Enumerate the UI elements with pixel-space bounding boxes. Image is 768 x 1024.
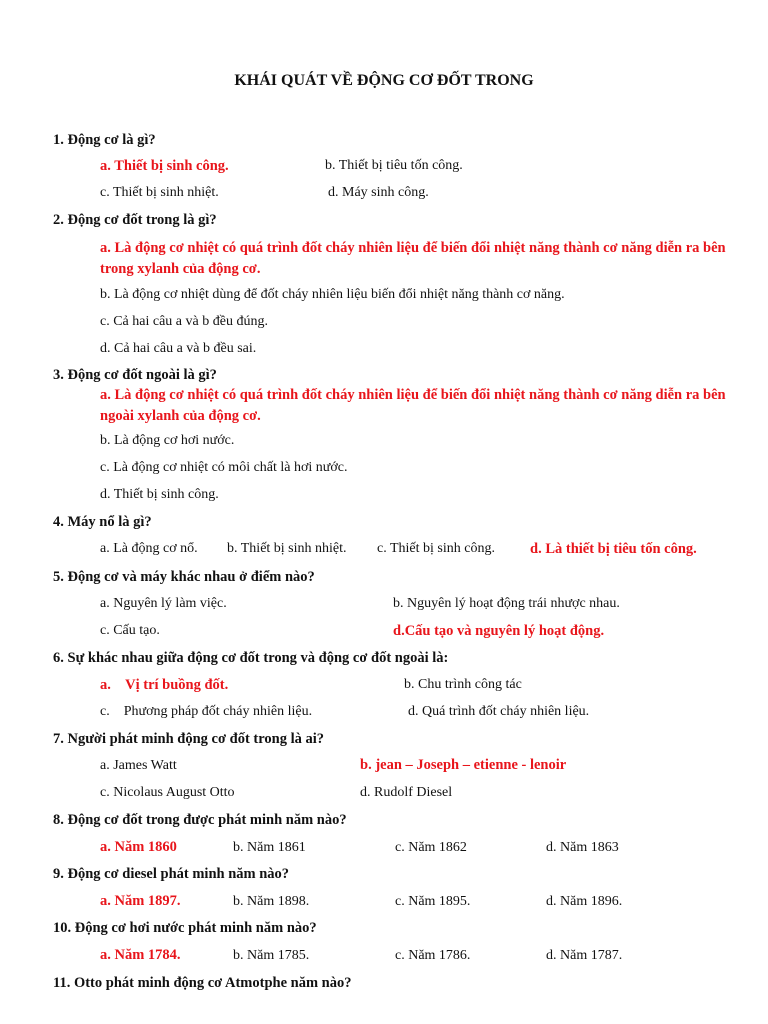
q1-option-a-correct: a. Thiết bị sinh công.	[100, 158, 229, 174]
q9-option-b: b. Năm 1898.	[233, 894, 310, 909]
q6-option-d: d. Quá trình đốt cháy nhiên liệu.	[408, 704, 590, 719]
q9-option-d: d. Năm 1896.	[546, 894, 623, 909]
q2-option-a-correct: a. Là động cơ nhiệt có quá trình đốt cháy nhiên liệu để biến đổi nhiệt năng thành cơ năng diễn ra bên trong xylanh của động cơ.	[100, 240, 726, 277]
q8-option-c: c. Năm 1862	[395, 840, 467, 855]
q10-option-a-correct: a. Năm 1784.	[100, 947, 181, 963]
q4-option-c: c. Thiết bị sinh công.	[377, 541, 495, 556]
question-7: 7. Người phát minh động cơ đốt trong là ai?	[53, 731, 325, 747]
q4-option-d-correct: d. Là thiết bị tiêu tốn công.	[530, 541, 697, 557]
q7-option-b-correct: b. jean – Joseph – etienne - lenoir	[360, 757, 567, 773]
question-9: 9. Động cơ diesel phát minh năm nào?	[53, 866, 290, 882]
q7-option-d: d. Rudolf Diesel	[360, 785, 453, 800]
q4-option-b: b. Thiết bị sinh nhiệt.	[227, 541, 347, 556]
q5-option-b: b. Nguyên lý hoạt động trái nhược nhau.	[393, 596, 620, 611]
q5-option-a: a. Nguyên lý làm việc.	[100, 596, 227, 611]
q6-option-a-correct: a. Vị trí buồng đốt.	[100, 677, 229, 693]
question-1: 1. Động cơ là gì?	[53, 132, 156, 148]
question-5: 5. Động cơ và máy khác nhau ở điểm nào?	[53, 569, 315, 585]
question-11: 11. Otto phát minh động cơ Atmotphe năm nào?	[53, 975, 352, 991]
q10-option-b: b. Năm 1785.	[233, 948, 310, 963]
page-title: KHÁI QUÁT VỀ ĐỘNG CƠ ĐỐT TRONG	[234, 72, 534, 89]
question-3: 3. Động cơ đốt ngoài là gì?	[53, 367, 217, 383]
q6-option-b: b. Chu trình công tác	[404, 677, 522, 692]
question-2: 2. Động cơ đốt trong là gì?	[53, 212, 217, 228]
q1-option-b: b. Thiết bị tiêu tốn công.	[325, 158, 463, 173]
q5-option-c: c. Cấu tạo.	[100, 623, 160, 638]
q3-option-d: d. Thiết bị sinh công.	[100, 487, 219, 502]
q2-option-b: b. Là động cơ nhiệt dùng để đốt cháy nhiên liệu biến đổi nhiệt năng thành cơ năng.	[100, 287, 565, 302]
q10-option-d: d. Năm 1787.	[546, 948, 623, 963]
q7-option-c: c. Nicolaus August Otto	[100, 785, 235, 800]
q2-option-c: c. Cả hai câu a và b đều đúng.	[100, 314, 268, 329]
q4-option-a: a. Là động cơ nổ.	[100, 541, 198, 556]
question-6: 6. Sự khác nhau giữa động cơ đốt trong và động cơ đốt ngoài là:	[53, 650, 449, 666]
q3-option-b: b. Là động cơ hơi nước.	[100, 433, 235, 448]
question-4: 4. Máy nổ là gì?	[53, 514, 152, 530]
question-8: 8. Động cơ đốt trong được phát minh năm nào?	[53, 812, 347, 828]
q3-option-a-correct: a. Là động cơ nhiệt có quá trình đốt cháy nhiên liệu để biến đổi nhiệt năng thành cơ năng diễn ra bên ngoài xylanh của động cơ.	[100, 387, 726, 424]
q1-option-d: d. Máy sinh công.	[328, 185, 429, 200]
q2-option-d: d. Cả hai câu a và b đều sai.	[100, 341, 257, 356]
q7-option-a: a. James Watt	[100, 758, 177, 773]
q9-option-a-correct: a. Năm 1897.	[100, 893, 181, 909]
q10-option-c: c. Năm 1786.	[395, 948, 471, 963]
q6-option-c: c. Phương pháp đốt cháy nhiên liệu.	[100, 704, 313, 719]
q8-option-a-correct: a. Năm 1860	[100, 839, 177, 855]
question-10: 10. Động cơ hơi nước phát minh năm nào?	[53, 920, 317, 936]
q9-option-c: c. Năm 1895.	[395, 894, 471, 909]
q8-option-b: b. Năm 1861	[233, 840, 306, 855]
q3-option-c: c. Là động cơ nhiệt có môi chất là hơi nước.	[100, 460, 348, 475]
q5-option-d-correct: d.Cấu tạo và nguyên lý hoạt động.	[393, 623, 605, 639]
q1-option-c: c. Thiết bị sinh nhiệt.	[100, 185, 219, 200]
q8-option-d: d. Năm 1863	[546, 840, 619, 855]
